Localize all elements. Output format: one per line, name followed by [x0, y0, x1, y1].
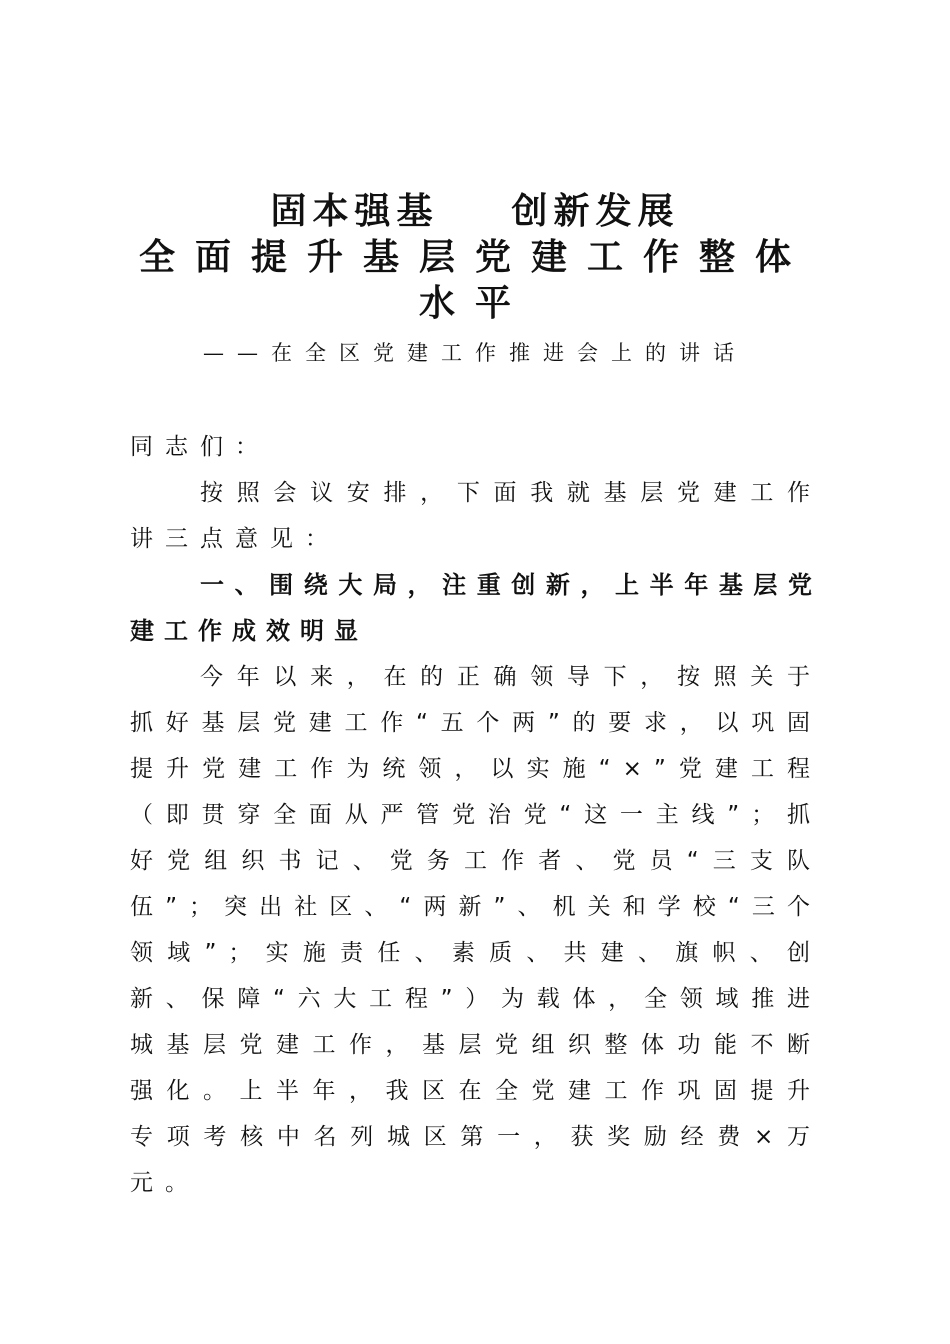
salutation: 同志们：	[130, 434, 270, 460]
document-subtitle: ——在全区党建工作推进会上的讲话	[203, 341, 747, 365]
title-line-2: 全面提升基层党建工作整体水平	[138, 236, 811, 324]
document-title	[120, 188, 830, 326]
intro-paragraph: 按照会议安排，下面我就基层党建工作讲三点意见：	[130, 480, 822, 552]
document-body	[130, 424, 822, 1206]
body-paragraph-1: 今年以来，在的正确领导下，按照关于抓好基层党建工作“五个两”的要求，以巩固提升党建工作为统领，以实施“×”党建工程（即贯穿全面从严管党治党“这一主线”；抓好党组织书记、党务工作者、党员“三支队伍”；突出社区、“两新”、机关和学校“三个领域”；实施责任、素质、共建、旗帜、创新、保障“六大工程”）为载体，全领域推进城基层党建工作，基层党组织整体功能不断强化。上半年，我区在全党建工作巩固提升专项考核中名列城区第一，获奖励经费×万元。	[130, 664, 822, 1196]
title-line-1: 固本强基 创新发展	[270, 190, 680, 232]
section-heading-1: 一、围绕大局，注重创新，上半年基层党建工作成效明显	[130, 571, 822, 645]
